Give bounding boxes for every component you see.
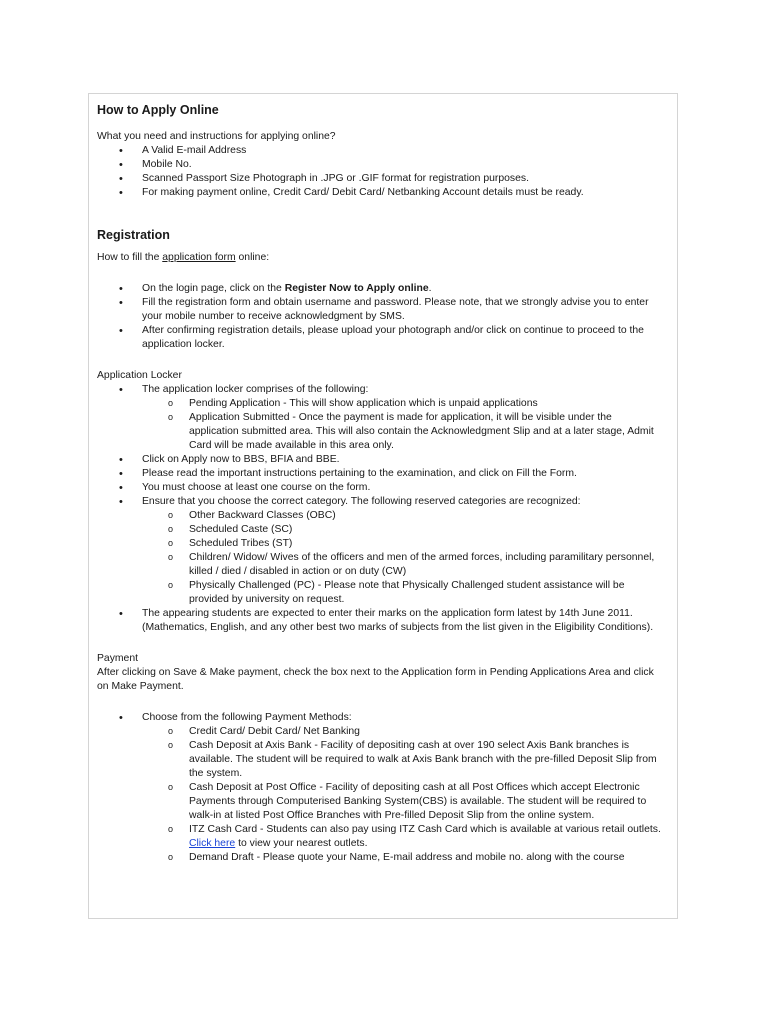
list-item: • The application locker comprises of the following: [97,383,663,397]
document-page [88,93,678,919]
payment-list [97,711,663,865]
click-here-link[interactable]: Click here [189,838,236,849]
how-to-apply-heading: How to Apply Online [97,103,219,117]
payment-heading: Payment [97,653,139,664]
sub-list-item: o Scheduled Tribes (ST) [97,537,663,551]
document-content [97,102,663,865]
locker-list [97,383,663,635]
sub-list-item: o Application Submitted - Once the payment is made for application, it will be visible under the application submitted area. This will also contain the Acknowledgment Slip and at a later stage, Admit Card will be made available in this area only. [97,411,663,453]
sub-list-item: o Children/ Widow/ Wives of the officers and men of the armed forces, including paramilitary personnel, killed / died / disabled in action or on duty (CW) [97,551,663,579]
list-item: • Fill the registration form and obtain username and password. Please note, that we strongly advise you to enter your mobile number to receive acknowledgment by SMS. [97,296,663,324]
list-item: • Choose from the following Payment Methods: [97,711,663,725]
list-item: • Click on Apply now to BBS, BFIA and BBE. [97,453,663,467]
sub-list-item: o Scheduled Caste (SC) [97,523,663,537]
application-locker-heading: Application Locker [97,370,182,381]
registration-heading: Registration [97,228,170,242]
howto-fill-line: How to fill the application form online: [97,252,270,263]
sub-list-item: o Credit Card/ Debit Card/ Net Banking [97,725,663,739]
sub-list-item: o Physically Challenged (PC) - Please note that Physically Challenged student assistance will be provided by university on request. [97,579,663,607]
sub-list-item: o ITZ Cash Card - Students can also pay using ITZ Cash Card which is available at various retail outlets. Click here to view your nearest outlets. [97,823,663,851]
sub-list-item: o Cash Deposit at Post Office - Facility of depositing cash at all Post Offices which accept Electronic Payments through Computerised Banking System(CBS) is available. The student will be required to walk-in at listed Post Office Branches with Pre-filled Deposit Slip from the online system. [97,781,663,823]
list-item: • Scanned Passport Size Photograph in .JPG or .GIF format for registration purposes. [97,172,663,186]
requirements-list [97,144,663,200]
list-item: • You must choose at least one course on the form. [97,481,663,495]
registration-steps [97,282,663,352]
list-item: • A Valid E-mail Address [97,144,663,158]
sub-list-item: o Cash Deposit at Axis Bank - Facility of depositing cash at over 190 select Axis Bank branches is available. The student will be required to walk at Axis Bank branch with the pre-filled Deposit Slip from the system. [97,739,663,781]
list-item: • Mobile No. [97,158,663,172]
list-item: • For making payment online, Credit Card/ Debit Card/ Netbanking Account details must be ready. [97,186,663,200]
list-item: • Ensure that you choose the correct category. The following reserved categories are recognized: [97,495,663,509]
payment-intro: After clicking on Save & Make payment, check the box next to the Application form in Pending Applications Area and click on Make Payment. [97,667,654,692]
list-item: • The appearing students are expected to enter their marks on the application form latest by 14th June 2011. (Mathematics, English, and any other best two marks of subjects from the list given in the Eligibility Conditions). [97,607,663,635]
requirements-intro: What you need and instructions for applying online? [97,131,336,142]
sub-list-item: o Other Backward Classes (OBC) [97,509,663,523]
register-now-text: Register Now to Apply online [284,283,429,294]
list-item: • After confirming registration details, please upload your photograph and/or click on continue to proceed to the application locker. [97,324,663,352]
application-form-link[interactable]: application form [162,252,236,263]
sub-list-item: o Pending Application - This will show application which is unpaid applications [97,397,663,411]
sub-list-item: o Demand Draft - Please quote your Name, E-mail address and mobile no. along with the course [97,851,663,865]
list-item: • Please read the important instructions pertaining to the examination, and click on Fill the Form. [97,467,663,481]
list-item: • On the login page, click on the Register Now to Apply online. [97,282,663,296]
